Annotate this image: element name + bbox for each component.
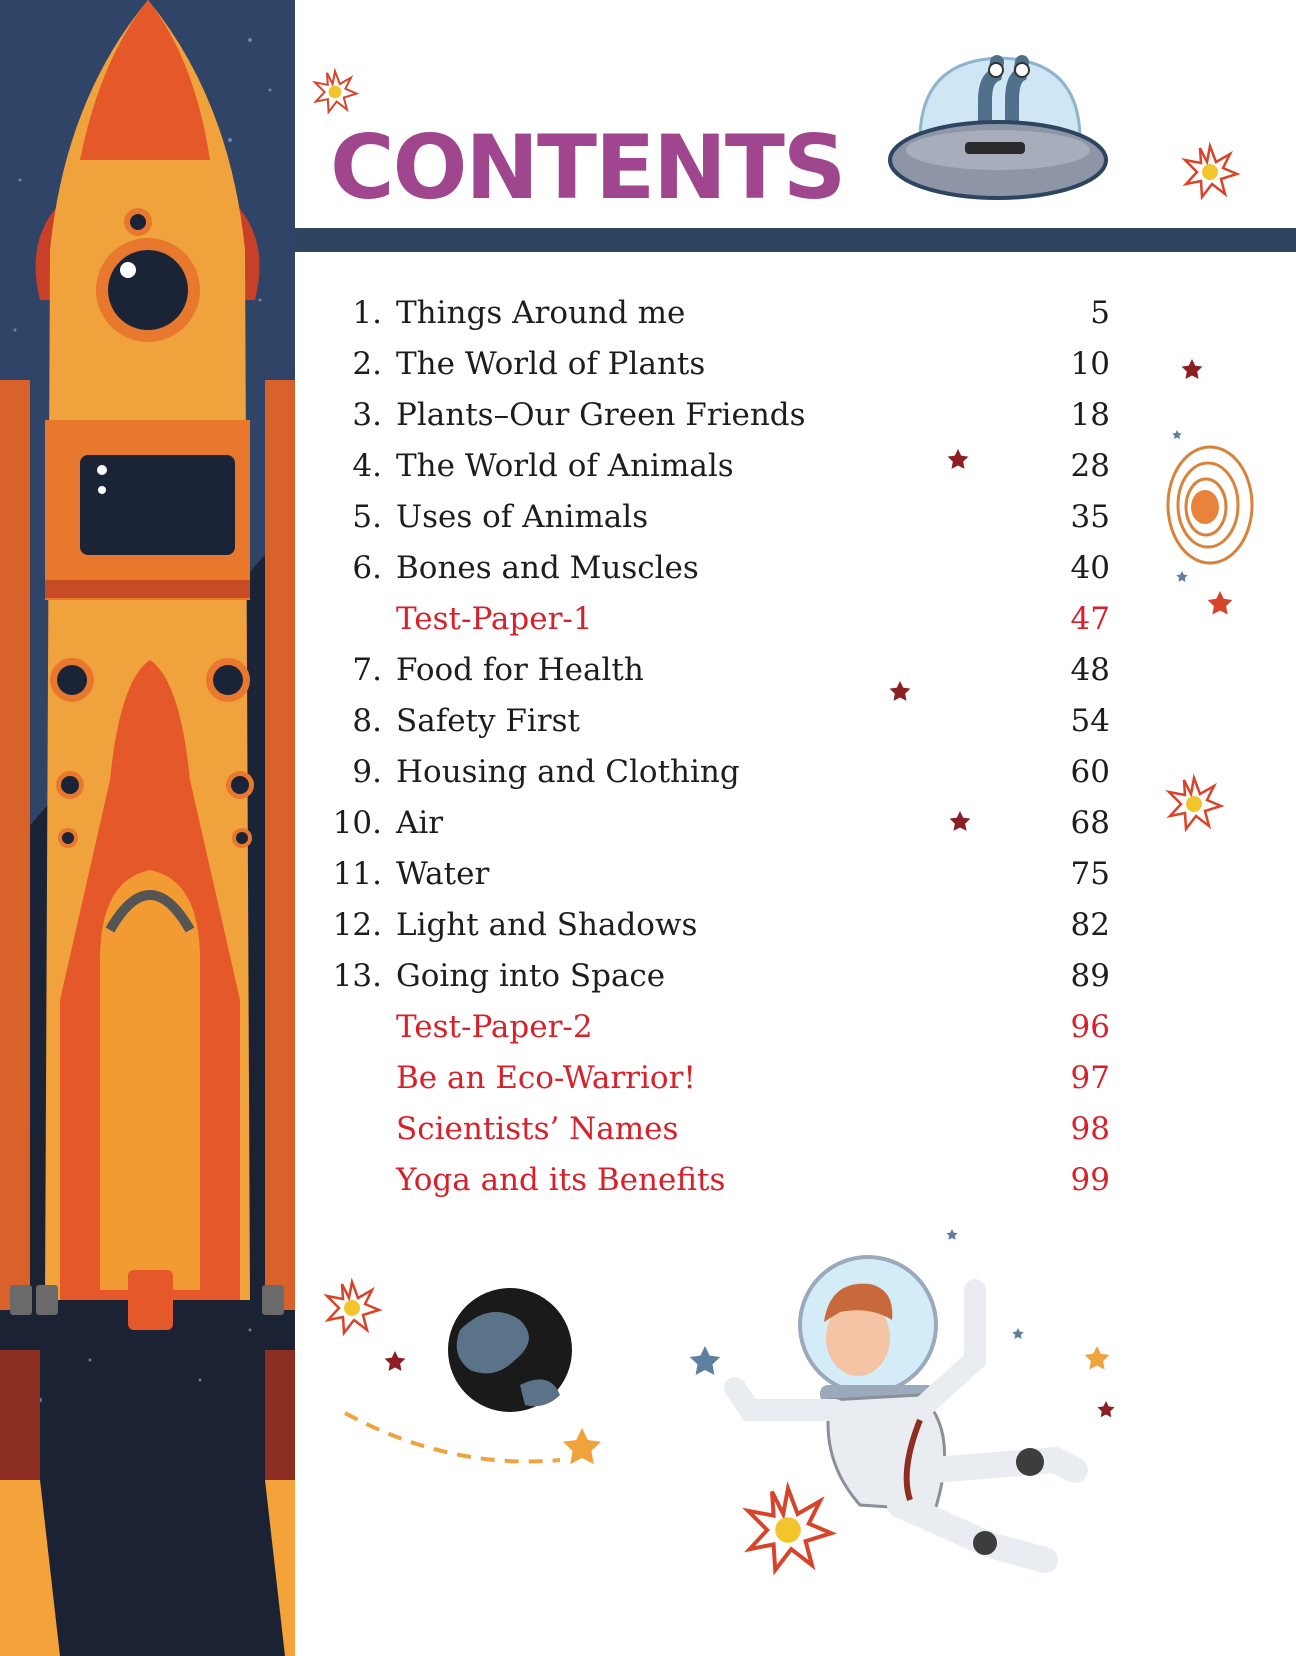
page-title: CONTENTS	[330, 116, 845, 219]
chapter-number: 2.	[352, 346, 382, 382]
star-icon	[946, 1229, 957, 1240]
chapter-title: Food for Health	[396, 652, 644, 688]
chapter-number: 11.	[332, 856, 382, 892]
page-number: 98	[1070, 1111, 1110, 1147]
page-number: 68	[1070, 805, 1110, 841]
toc-extra-row	[320, 1104, 1120, 1155]
chapter-number: 6.	[352, 550, 382, 586]
toc-chapter-row	[320, 900, 1120, 951]
chapter-title: Yoga and its Benefits	[396, 1162, 726, 1198]
page-number: 97	[1070, 1060, 1110, 1096]
page-number: 5	[1090, 295, 1110, 331]
chapter-title: The World of Animals	[396, 448, 734, 484]
page-number: 18	[1070, 397, 1110, 433]
toc-chapter-row	[320, 951, 1120, 1002]
chapter-title: Things Around me	[396, 295, 686, 331]
chapter-number: 9.	[352, 754, 382, 790]
toc-extra-row	[320, 1155, 1120, 1206]
toc-chapter-row	[320, 288, 1120, 339]
ufo-alien-illustration	[890, 58, 1106, 198]
chapter-title: Safety First	[396, 703, 580, 739]
chapter-title: Be an Eco-Warrior!	[396, 1060, 696, 1096]
chapter-number: 13.	[332, 958, 382, 994]
shooting-star-illustration	[345, 1413, 601, 1464]
star-icon	[1182, 359, 1203, 379]
chapter-title: Scientists’ Names	[396, 1111, 679, 1147]
chapter-title: Housing and Clothing	[396, 754, 740, 790]
page-number: 82	[1070, 907, 1110, 943]
toc-extra-row	[320, 594, 1120, 645]
toc-chapter-row	[320, 390, 1120, 441]
chapter-number: 5.	[352, 499, 382, 535]
toc-extra-row	[320, 1002, 1120, 1053]
chapter-title: Test-Paper-1	[396, 601, 593, 637]
chapter-title: Air	[396, 805, 444, 841]
title-divider-band	[295, 228, 1296, 252]
toc-chapter-row	[320, 798, 1120, 849]
page-number: 60	[1070, 754, 1110, 790]
page-number: 35	[1070, 499, 1110, 535]
toc-chapter-row	[320, 492, 1120, 543]
star-icon	[1097, 1401, 1114, 1417]
toc-extra-row	[320, 1053, 1120, 1104]
chapter-title: Test-Paper-2	[396, 1009, 593, 1045]
chapter-number: 7.	[352, 652, 382, 688]
page-number: 99	[1070, 1162, 1110, 1198]
chapter-number: 4.	[352, 448, 382, 484]
planet-illustration	[448, 1288, 572, 1412]
chapter-number: 3.	[352, 397, 382, 433]
star-icon	[1012, 1328, 1023, 1339]
chapter-title: Uses of Animals	[396, 499, 649, 535]
star-icon	[1176, 571, 1187, 582]
chapter-title: Light and Shadows	[396, 907, 698, 943]
astronaut-illustration	[735, 1257, 1075, 1560]
chapter-number: 10.	[332, 805, 382, 841]
page-number: 28	[1070, 448, 1110, 484]
chapter-number: 12.	[332, 907, 382, 943]
toc-chapter-row	[320, 339, 1120, 390]
chapter-number: 1.	[352, 295, 382, 331]
toc-chapter-row	[320, 645, 1120, 696]
toc-chapter-row	[320, 696, 1120, 747]
page-number: 47	[1070, 601, 1110, 637]
page-number: 54	[1070, 703, 1110, 739]
page-number: 48	[1070, 652, 1110, 688]
star-icon	[315, 71, 357, 112]
star-icon	[690, 1346, 720, 1375]
star-icon	[327, 1282, 379, 1333]
star-icon	[1085, 1346, 1110, 1370]
chapter-title: The World of Plants	[396, 346, 706, 382]
page-number: 89	[1070, 958, 1110, 994]
page-number: 96	[1070, 1009, 1110, 1045]
star-icon	[748, 1488, 831, 1570]
star-icon	[385, 1351, 406, 1371]
star-icon	[1169, 778, 1221, 829]
chapter-title: Plants–Our Green Friends	[396, 397, 806, 433]
toc-chapter-row	[320, 849, 1120, 900]
page-number: 10	[1070, 346, 1110, 382]
table-of-contents	[320, 288, 1120, 1206]
chapter-number: 8.	[352, 703, 382, 739]
toc-chapter-row	[320, 543, 1120, 594]
chapter-title: Water	[396, 856, 490, 892]
star-icon	[1208, 591, 1233, 615]
rocket-illustration	[0, 0, 295, 1656]
toc-chapter-row	[320, 747, 1120, 798]
spiral-galaxy-illustration	[1168, 447, 1252, 563]
toc-chapter-row	[320, 441, 1120, 492]
chapter-title: Bones and Muscles	[396, 550, 699, 586]
star-icon	[1172, 430, 1182, 439]
page-number: 75	[1070, 856, 1110, 892]
star-icon	[1185, 146, 1237, 197]
chapter-title: Going into Space	[396, 958, 666, 994]
page-number: 40	[1070, 550, 1110, 586]
